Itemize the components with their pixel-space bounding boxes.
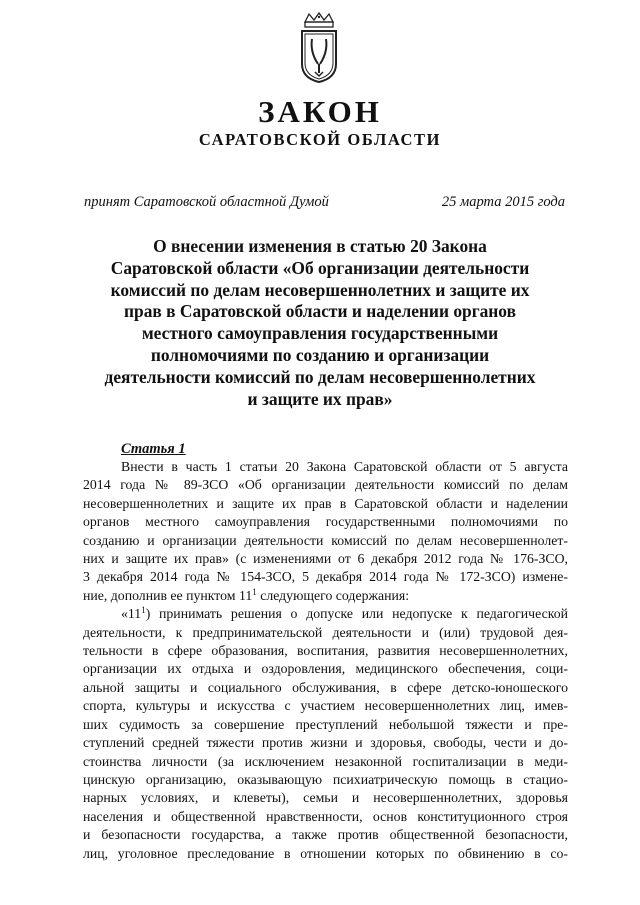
body-line: созданию и организации деятельности комиссий по делам несовершеннолет- <box>83 532 568 548</box>
body-line: стоинства личности (за исключением незаконной госпитализации в меди- <box>83 753 568 769</box>
article-body <box>83 458 568 863</box>
body-text-fragment: ) принимать решения о допуске или недопуске к педагогической <box>145 606 568 622</box>
body-line: органов местного самоуправления государственными полномочиями по <box>83 514 568 530</box>
superscript: 1 <box>252 586 257 597</box>
adopted-by: принят Саратовской областной Думой <box>84 194 329 210</box>
body-line: и безопасности государства, а также против общественной безопасности, <box>83 827 568 843</box>
title-line: полномочиями по созданию и организации <box>150 344 490 365</box>
body-line <box>83 587 568 605</box>
title-line: и защите их прав» <box>247 388 393 409</box>
title-line: Саратовской области «Об организации деятельности <box>110 257 530 278</box>
superscript: 1 <box>141 605 146 616</box>
body-text-fragment: следующего содержания: <box>256 587 410 603</box>
body-line: ступлений средней тяжести против жизни и здоровья, свободы, чести и до- <box>83 735 568 751</box>
body-line: нарных условиях, и клеветы), семьи и несовершеннолетних, здоровья <box>83 790 568 806</box>
body-line: Внести в часть 1 статьи 20 Закона Саратовской области от 5 августа <box>121 459 568 474</box>
body-line: ших судимость за совершение преступлений небольшой тяжести и пре- <box>83 716 568 732</box>
body-line <box>83 605 568 623</box>
body-line: них и защите их прав» (с изменениями от 6 декабря 2012 года № 176-ЗСО, <box>83 551 568 567</box>
title-line: О внесении изменения в статью 20 Закона <box>153 236 487 256</box>
body-line: лиц, уголовное преследование в отношении которых по обвинению в со- <box>83 845 568 861</box>
body-line: альной защиты и социального обслуживания, в сфере детско-юношеского <box>83 679 568 695</box>
body-line: несовершеннолетних и защите их прав в Саратовской области и наделении <box>83 495 568 511</box>
body-line: цинскую организацию, оказывающую психиатрическую помощь в стацио- <box>83 771 568 787</box>
law-subtitle: САРАТОВСКОЙ ОБЛАСТИ <box>198 130 442 149</box>
body-text-fragment: ние, дополнив ее пунктом 11 <box>83 587 253 603</box>
title-line: местного самоуправления государственными <box>141 323 499 344</box>
article-heading: Статья 1 <box>121 441 186 457</box>
title-line: прав в Саратовской области и наделении органов <box>124 301 516 322</box>
body-line: населения и общественной нравственности, основ конституционного строя <box>83 808 568 824</box>
body-line: организации их отдыха и оздоровления, медицинского обеспечения, соци- <box>83 661 568 677</box>
document-title <box>70 236 570 410</box>
body-line: спорта, культуры и искусства с участием несовершеннолетних лиц, имев- <box>83 698 568 714</box>
body-line: 3 декабря 2014 года № 154-ЗСО, 5 декабря 2014 года № 172-ЗСО) измене- <box>83 569 568 585</box>
saratov-coat-of-arms-icon <box>296 12 342 84</box>
body-line: тельности в сфере образования, воспитания, развития несовершеннолетних, <box>83 643 568 659</box>
body-text-fragment: «11 <box>121 606 142 622</box>
law-title: ЗАКОН <box>258 94 382 129</box>
body-line: 2014 года № 89-ЗСО «Об организации деятельности комиссий по делам <box>83 477 568 493</box>
body-line: деятельности, к предпринимательской деятельности и (или) трудовой дея- <box>83 624 568 640</box>
adoption-date: 25 марта 2015 года <box>441 194 565 210</box>
title-line: комиссий по делам несовершеннолетних и защите их <box>110 279 530 300</box>
title-line: деятельности комиссий по делам несовершеннолетних <box>104 366 536 387</box>
